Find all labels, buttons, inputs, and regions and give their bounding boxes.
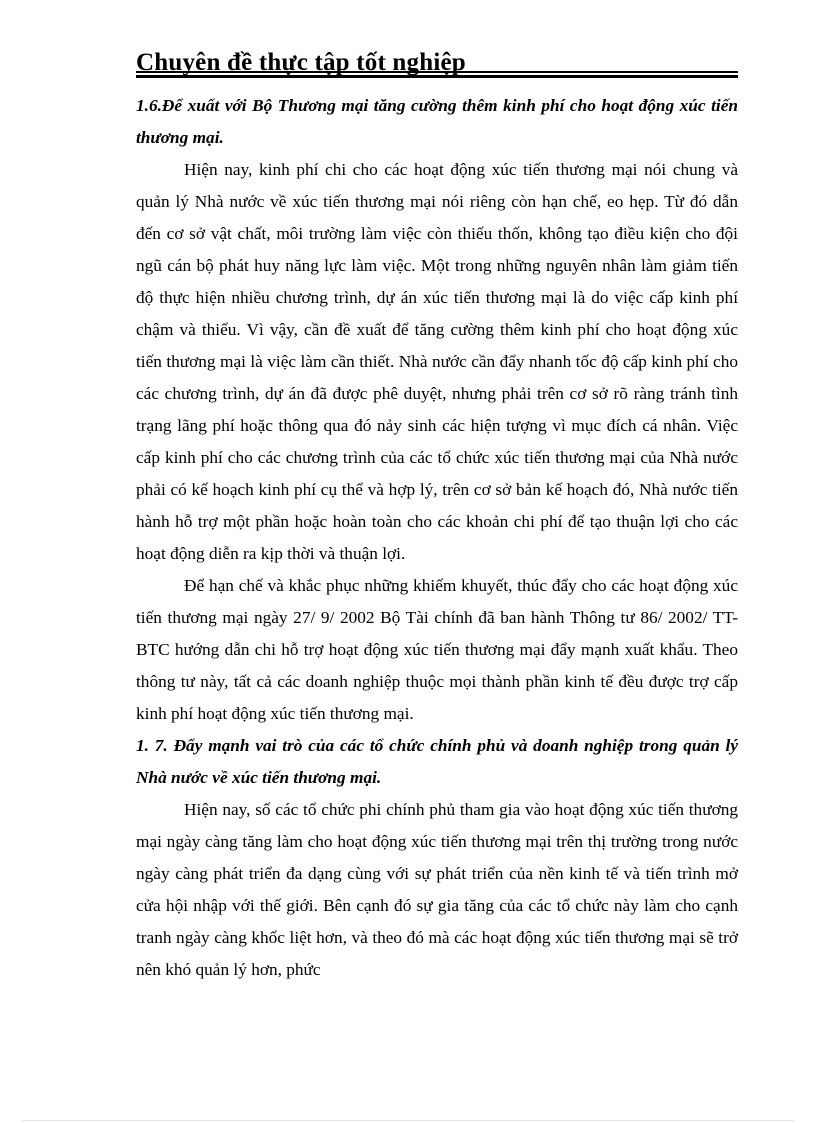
page-header (136, 48, 738, 78)
header-underline (136, 71, 692, 73)
document-body (136, 90, 738, 986)
header-rule (136, 75, 738, 78)
header-title: Chuyên đề thực tập tốt nghiệp (136, 49, 466, 76)
section-heading-1-6: 1.6.Để xuất với Bộ Thương mại tăng cường thêm kinh phí cho hoạt động xúc tiến thương mại. (136, 96, 738, 147)
paragraph: Để hạn chế và khắc phục những khiếm khuyết, thúc đẩy cho các hoạt động xúc tiến thương mại ngày 27/ 9/ 2002 Bộ Tài chính đã ban hành Thông tư 86/ 2002/ TT-BTC hướng dẫn chi hỗ trợ hoạt động xúc tiến thương mại đẩy mạnh xuất khẩu. Theo thông tư này, tất cả các doanh nghiệp thuộc mọi thành phần kinh tế đều được trợ cấp kinh phí hoạt động xúc tiến thương mại. (136, 576, 738, 723)
page-bottom-edge (22, 1120, 794, 1121)
section-heading-1-7: 1. 7. Đẩy mạnh vai trò của các tổ chức chính phủ và doanh nghiệp trong quản lý Nhà nước về xúc tiến thương mại. (136, 736, 738, 787)
paragraph: Hiện nay, kinh phí chi cho các hoạt động xúc tiến thương mại nói chung và quản lý Nhà nước về xúc tiến thương mại nói riêng còn hạn chế, eo hẹp. Từ đó dẫn đến cơ sở vật chất, môi trường làm việc còn thiếu thốn, không tạo điều kiện cho đội ngũ cán bộ phát huy năng lực làm việc. Một trong những nguyên nhân làm giảm tiến độ thực hiện nhiều chương trình, dự án xúc tiến thương mại là do việc cấp kinh phí chậm và thiếu. Vì vậy, cần đề xuất để tăng cường thêm kinh phí cho hoạt động xúc tiến thương mại là việc làm cần thiết. Nhà nước cần đẩy nhanh tốc độ cấp kinh phí cho các chương trình, dự án đã được phê duyệt, nhưng phải trên cơ sở rõ ràng tránh tình trạng lãng phí hoặc thông qua đó nảy sinh các hiện tượng vì mục đích cá nhân. Việc cấp kinh phí cho các chương trình của các tổ chức xúc tiến thương mại của Nhà nước phải có kế hoạch kinh phí cụ thể và hợp lý, trên cơ sở bản kế hoạch đó, Nhà nước tiến hành hỗ trợ một phần hoặc hoàn toàn cho các khoản chi phí để tạo thuận lợi cho các hoạt động diễn ra kịp thời và thuận lợi. (136, 160, 738, 563)
paragraph: Hiện nay, số các tổ chức phi chính phủ tham gia vào hoạt động xúc tiến thương mại ngày càng tăng làm cho hoạt động xúc tiến thương mại trên thị trường trong nước ngày càng phát triển đa dạng cùng với sự phát triển của nền kinh tế và tiến trình mở cửa hội nhập với thế giới. Bên cạnh đó sự gia tăng của các tổ chức này làm cho cạnh tranh ngày càng khốc liệt hơn, và theo đó mà các hoạt động xúc tiến thương mại sẽ trở nên khó quản lý hơn, phức (136, 800, 738, 979)
header-underline-end (692, 71, 738, 73)
